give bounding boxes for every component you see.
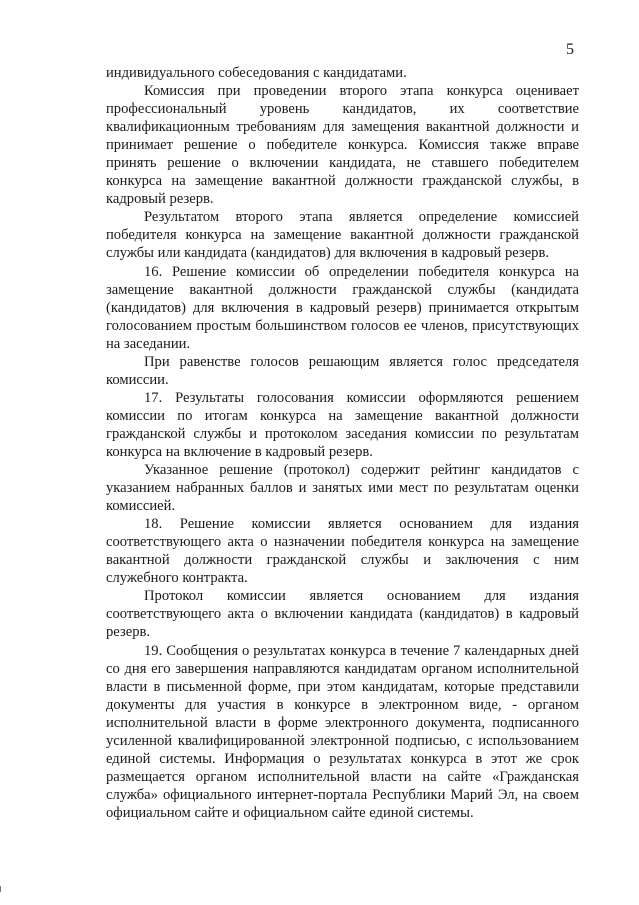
paragraph-second-stage-assessment: Комиссия при проведении второго этапа конкурса оценивает профессиональный уровень кандидатов, их соответствие квалификационным требованиям для замещения вакантной должности и принимает решение о победителе конкурса. Комиссия также вправе принять решение о включении кандидата, не ставшего победителем конкурса на замещение вакантной должности гражданской службы, в кадровый резерв.: [106, 83, 579, 208]
paragraph-tie-vote: При равенстве голосов решающим является голос председателя комиссии.: [106, 353, 579, 388]
paragraph-rating: Указанное решение (протокол) содержит рейтинг кандидатов с указанием набранных баллов и занятых ими мест по результатам оценки комиссией.: [106, 462, 579, 515]
document-body: [106, 64, 579, 822]
paragraph-clause-16: 16. Решение комиссии об определении победителя конкурса на замещение вакантной должности гражданской службы (кандидата (кандидатов) для включения в кадровый резерв) принимается открытым голосованием простым большинством голосов ее членов, присутствующих на заседании.: [106, 263, 579, 352]
paragraph-clause-17: 17. Результаты голосования комиссии оформляются решением комиссии по итогам конкурса на замещение вакантной должности гражданской службы и протоколом заседания комиссии по результатам конкурса на включение в кадровый резерв.: [106, 389, 579, 460]
scan-edge-mark: [0, 886, 1, 892]
paragraph-clause-18: 18. Решение комиссии является основанием для издания соответствующего акта о назначении победителя конкурса на замещение вакантной должности гражданской службы и заключения с ним служебного контракта.: [106, 516, 579, 587]
page-number: 5: [566, 41, 574, 58]
paragraph-second-stage-result: Результатом второго этапа является определение комиссией победителя конкурса на замещение вакантной должности гражданской службы или кандидата (кандидатов) для включения в кадровый резерв.: [106, 209, 579, 262]
paragraph-protocol: Протокол комиссии является основанием для издания соответствующего акта о включении кандидата (кандидатов) в кадровый резерв.: [106, 588, 579, 641]
paragraph-continuation: индивидуального собеседования с кандидатами.: [106, 65, 407, 81]
paragraph-clause-19: 19. Сообщения о результатах конкурса в течение 7 календарных дней со дня его завершения направляются кандидатам органом исполнительной власти в письменной форме, при этом кандидатам, которые представили документы для участия в конкурсе в электронном виде, - органом исполнительной власти в форме электронного документа, подписанного усиленной квалифицированной электронной подписью, с использованием единой системы. Информация о результатах конкурса в этот же срок размещается органом исполнительной власти на сайте «Гражданская служба» официального интернет-портала Республики Марий Эл, на своем официальном сайте и официальном сайте единой системы.: [106, 642, 579, 821]
